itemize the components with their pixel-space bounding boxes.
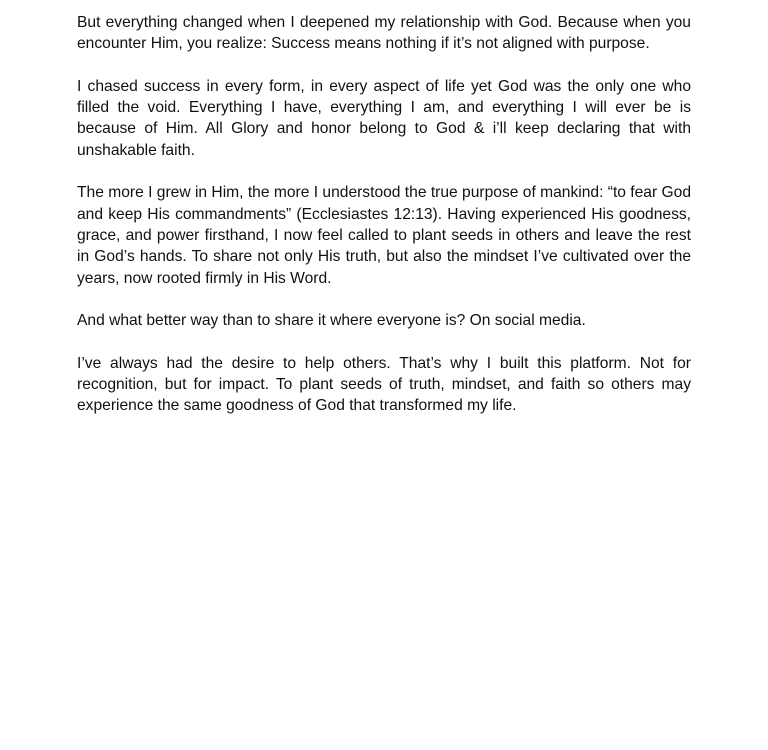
paragraph-4: And what better way than to share it where everyone is? On social media. bbox=[77, 312, 586, 330]
article-body bbox=[77, 12, 691, 438]
paragraph-5: I’ve always had the desire to help others. That’s why I built this platform. Not for recognition, but for impact. To plant seeds of truth, mindset, and faith so others may experience the same goodness of God that transformed my life. bbox=[77, 354, 691, 415]
paragraph-2: I chased success in every form, in every aspect of life yet God was the only one who filled the void. Everything I have, everything I am, and everything I will ever be is because of Him. All Glory and honor belong to God & i’ll keep declaring that with unshakable faith. bbox=[77, 77, 691, 159]
paragraph-3: The more I grew in Him, the more I understood the true purpose of mankind: “to fear God and keep His commandments” (Ecclesiastes 12:13). Having experienced His goodness, grace, and power firsthand, I now feel called to plant seeds in others and leave the rest in God’s hands. To share not only His truth, but also the mindset I’ve cultivated over the years, now rooted firmly in His Word. bbox=[77, 184, 691, 287]
paragraph-1: But everything changed when I deepened my relationship with God. Because when you encounter Him, you realize: Success means nothing if it’s not aligned with purpose. bbox=[77, 14, 691, 53]
